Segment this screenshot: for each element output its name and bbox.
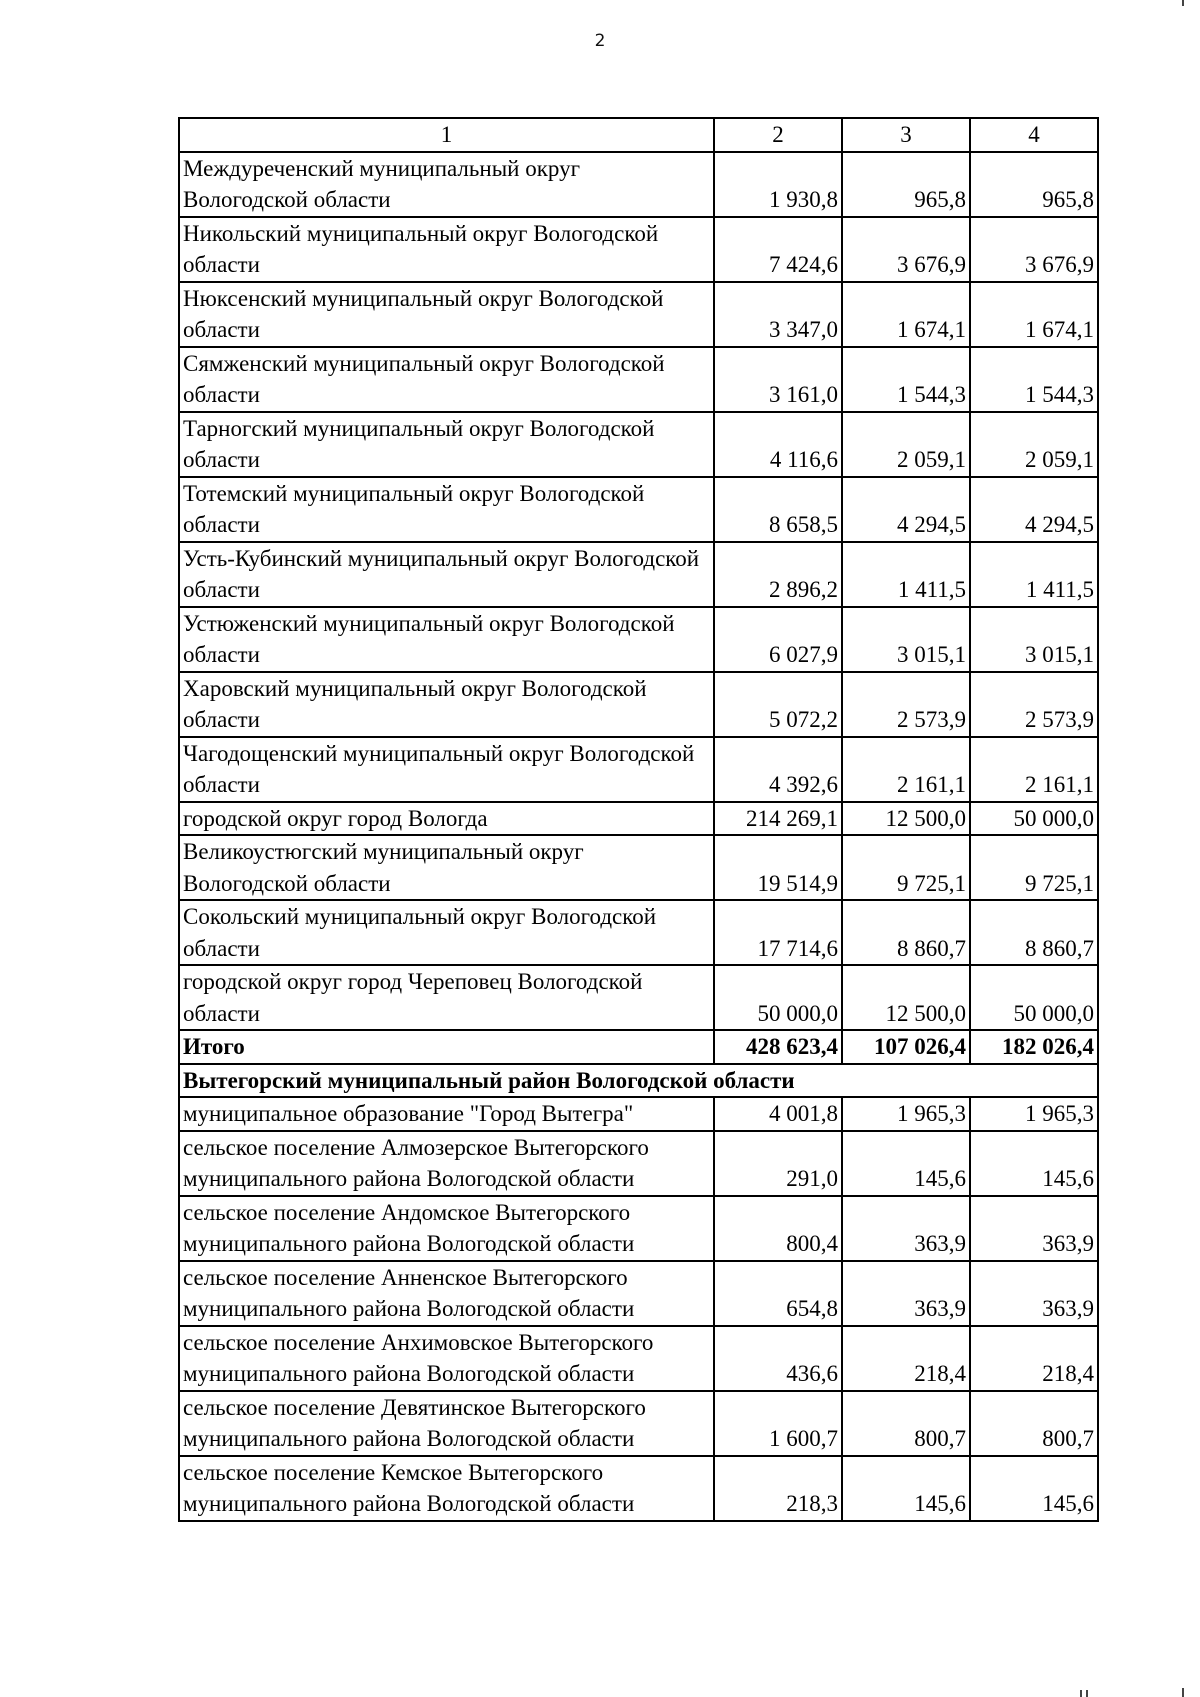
value-col-2: 436,6 xyxy=(714,1326,842,1391)
value-col-3: 363,9 xyxy=(842,1196,970,1261)
value-col-4: 145,6 xyxy=(970,1131,1098,1196)
table-row xyxy=(179,347,1098,412)
column-header: 3 xyxy=(842,118,970,152)
value-col-2: 6 027,9 xyxy=(714,607,842,672)
row-name: Усть-Кубинский муниципальный округ Вологодской области xyxy=(179,542,714,607)
row-name: сельское поселение Алмозерское Вытегорского муниципального района Вологодской области xyxy=(179,1131,714,1196)
page-number: 2 xyxy=(594,31,606,51)
row-name: Междуреченский муниципальный округ Вологодской области xyxy=(179,152,714,217)
table-row xyxy=(179,1261,1098,1326)
value-col-3: 12 500,0 xyxy=(842,965,970,1030)
value-col-4: 182 026,4 xyxy=(970,1030,1098,1064)
value-col-3: 145,6 xyxy=(842,1131,970,1196)
header-row xyxy=(179,118,1098,152)
value-col-4: 2 059,1 xyxy=(970,412,1098,477)
table-row xyxy=(179,217,1098,282)
margin-mark xyxy=(1080,1690,1082,1697)
row-name: Чагодощенский муниципальный округ Вологодской области xyxy=(179,737,714,802)
value-col-4: 4 294,5 xyxy=(970,477,1098,542)
value-col-2: 1 930,8 xyxy=(714,152,842,217)
table-body xyxy=(179,118,1098,1521)
value-col-4: 50 000,0 xyxy=(970,802,1098,836)
row-name: Нюксенский муниципальный округ Вологодской области xyxy=(179,282,714,347)
value-col-4: 1 674,1 xyxy=(970,282,1098,347)
value-col-3: 218,4 xyxy=(842,1326,970,1391)
value-col-3: 9 725,1 xyxy=(842,835,970,900)
value-col-2: 50 000,0 xyxy=(714,965,842,1030)
row-name: муниципальное образование "Город Вытегра" xyxy=(179,1097,714,1131)
table-row xyxy=(179,835,1098,900)
value-col-2: 17 714,6 xyxy=(714,900,842,965)
table-row xyxy=(179,607,1098,672)
value-col-3: 1 965,3 xyxy=(842,1097,970,1131)
value-col-2: 19 514,9 xyxy=(714,835,842,900)
table-row xyxy=(179,282,1098,347)
value-col-2: 5 072,2 xyxy=(714,672,842,737)
row-name: Устюженский муниципальный округ Вологодской области xyxy=(179,607,714,672)
row-name: сельское поселение Анхимовское Вытегорского муниципального района Вологодской области xyxy=(179,1326,714,1391)
value-col-4: 145,6 xyxy=(970,1456,1098,1521)
value-col-3: 965,8 xyxy=(842,152,970,217)
value-col-4: 50 000,0 xyxy=(970,965,1098,1030)
value-col-2: 3 347,0 xyxy=(714,282,842,347)
value-col-3: 363,9 xyxy=(842,1261,970,1326)
value-col-4: 8 860,7 xyxy=(970,900,1098,965)
value-col-2: 1 600,7 xyxy=(714,1391,842,1456)
total-row xyxy=(179,1030,1098,1064)
table-row xyxy=(179,672,1098,737)
value-col-2: 2 896,2 xyxy=(714,542,842,607)
column-header: 1 xyxy=(179,118,714,152)
value-col-2: 8 658,5 xyxy=(714,477,842,542)
table-row xyxy=(179,412,1098,477)
row-name: Сокольский муниципальный округ Вологодской области xyxy=(179,900,714,965)
margin-mark xyxy=(1086,1690,1088,1697)
value-col-3: 1 411,5 xyxy=(842,542,970,607)
table-row xyxy=(179,1131,1098,1196)
table-row xyxy=(179,1456,1098,1521)
value-col-4: 965,8 xyxy=(970,152,1098,217)
table-row xyxy=(179,477,1098,542)
value-col-2: 800,4 xyxy=(714,1196,842,1261)
table-row xyxy=(179,965,1098,1030)
row-name: сельское поселение Кемское Вытегорского муниципального района Вологодской области xyxy=(179,1456,714,1521)
row-name: Тотемский муниципальный округ Вологодской области xyxy=(179,477,714,542)
value-col-2: 4 392,6 xyxy=(714,737,842,802)
value-col-4: 800,7 xyxy=(970,1391,1098,1456)
column-header: 2 xyxy=(714,118,842,152)
value-col-2: 3 161,0 xyxy=(714,347,842,412)
value-col-4: 363,9 xyxy=(970,1196,1098,1261)
row-name: городской округ город Вологда xyxy=(179,802,714,836)
value-col-4: 1 544,3 xyxy=(970,347,1098,412)
row-name: Великоустюгский муниципальный округ Вологодской области xyxy=(179,835,714,900)
value-col-2: 654,8 xyxy=(714,1261,842,1326)
row-name: Итого xyxy=(179,1030,714,1064)
value-col-3: 2 161,1 xyxy=(842,737,970,802)
column-header: 4 xyxy=(970,118,1098,152)
value-col-2: 214 269,1 xyxy=(714,802,842,836)
row-name: Сямженский муниципальный округ Вологодской области xyxy=(179,347,714,412)
table-row xyxy=(179,802,1098,836)
table-row xyxy=(179,737,1098,802)
value-col-3: 2 573,9 xyxy=(842,672,970,737)
value-col-3: 12 500,0 xyxy=(842,802,970,836)
section-header-row xyxy=(179,1064,1098,1098)
table-row xyxy=(179,1326,1098,1391)
value-col-3: 3 676,9 xyxy=(842,217,970,282)
value-col-4: 3 015,1 xyxy=(970,607,1098,672)
row-name: городской округ город Череповец Вологодской области xyxy=(179,965,714,1030)
value-col-2: 4 001,8 xyxy=(714,1097,842,1131)
value-col-3: 1 674,1 xyxy=(842,282,970,347)
value-col-3: 1 544,3 xyxy=(842,347,970,412)
table-row xyxy=(179,152,1098,217)
value-col-3: 800,7 xyxy=(842,1391,970,1456)
margin-mark xyxy=(1182,1688,1184,1697)
value-col-3: 107 026,4 xyxy=(842,1030,970,1064)
value-col-2: 7 424,6 xyxy=(714,217,842,282)
table-row xyxy=(179,1097,1098,1131)
value-col-4: 1 411,5 xyxy=(970,542,1098,607)
value-col-2: 218,3 xyxy=(714,1456,842,1521)
row-name: сельское поселение Андомское Вытегорского муниципального района Вологодской области xyxy=(179,1196,714,1261)
value-col-2: 428 623,4 xyxy=(714,1030,842,1064)
value-col-3: 4 294,5 xyxy=(842,477,970,542)
value-col-4: 9 725,1 xyxy=(970,835,1098,900)
row-name: Харовский муниципальный округ Вологодской области xyxy=(179,672,714,737)
value-col-4: 1 965,3 xyxy=(970,1097,1098,1131)
table-row xyxy=(179,900,1098,965)
value-col-4: 2 161,1 xyxy=(970,737,1098,802)
value-col-4: 2 573,9 xyxy=(970,672,1098,737)
value-col-3: 145,6 xyxy=(842,1456,970,1521)
row-name: сельское поселение Девятинское Вытегорского муниципального района Вологодской области xyxy=(179,1391,714,1456)
table-row xyxy=(179,1391,1098,1456)
value-col-3: 3 015,1 xyxy=(842,607,970,672)
row-name: Тарногский муниципальный округ Вологодской области xyxy=(179,412,714,477)
margin-mark xyxy=(1182,0,1184,6)
value-col-4: 363,9 xyxy=(970,1261,1098,1326)
value-col-4: 218,4 xyxy=(970,1326,1098,1391)
section-title: Вытегорский муниципальный район Вологодской области xyxy=(179,1064,1098,1098)
table-row xyxy=(179,1196,1098,1261)
value-col-3: 8 860,7 xyxy=(842,900,970,965)
value-col-3: 2 059,1 xyxy=(842,412,970,477)
table-row xyxy=(179,542,1098,607)
value-col-4: 3 676,9 xyxy=(970,217,1098,282)
row-name: Никольский муниципальный округ Вологодской области xyxy=(179,217,714,282)
value-col-2: 4 116,6 xyxy=(714,412,842,477)
allocation-table xyxy=(178,117,1099,1522)
value-col-2: 291,0 xyxy=(714,1131,842,1196)
row-name: сельское поселение Анненское Вытегорского муниципального района Вологодской области xyxy=(179,1261,714,1326)
